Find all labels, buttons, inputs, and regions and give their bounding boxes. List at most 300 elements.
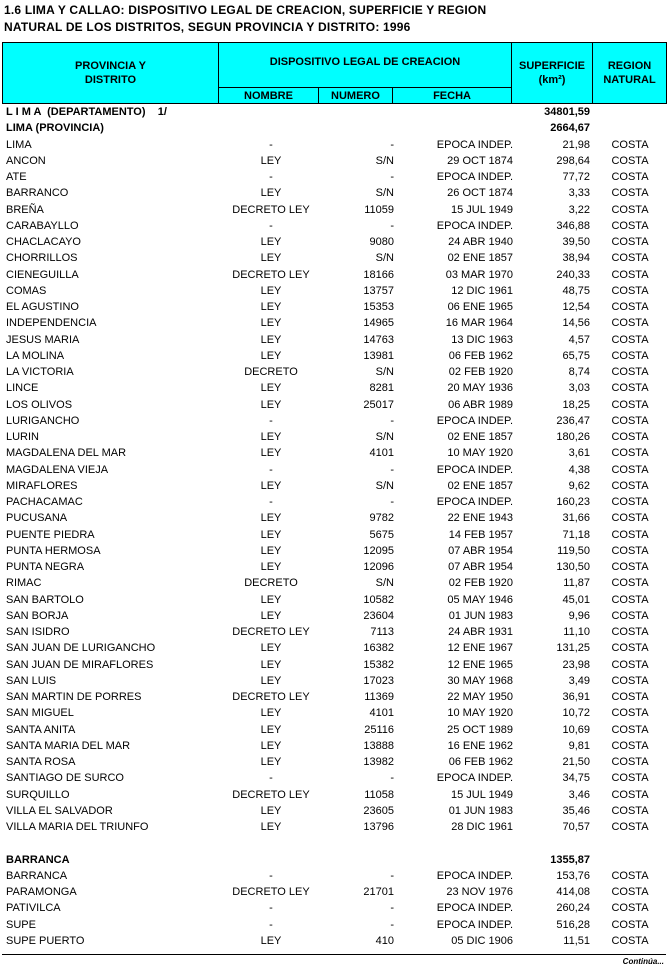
superficie: 160,23 [556, 496, 590, 508]
table-row [2, 819, 666, 835]
dispositivo-fecha: 16 MAR 1964 [445, 317, 513, 330]
dispositivo-nombre: DECRETO LEY [232, 268, 310, 281]
table-row [2, 900, 666, 916]
header-numero: NUMERO [319, 88, 393, 104]
dispositivo-nombre: LEY [260, 382, 282, 395]
dispositivo-numero: 7113 [370, 626, 394, 638]
dispositivo-nombre: DECRETO [244, 366, 298, 378]
dispositivo-numero: 15382 [363, 658, 394, 671]
table-row [2, 332, 666, 348]
superficie: 346,88 [556, 219, 590, 232]
dispositivo-nombre: DECRETO LEY [232, 203, 310, 216]
dispositivo-fecha: EPOCA INDEP. [436, 869, 513, 882]
province-name: LIMA (PROVINCIA) [6, 122, 104, 135]
dispositivo-fecha: 25 OCT 1989 [447, 723, 513, 736]
table-header [2, 42, 667, 104]
dispositivo-fecha: 15 JUL 1949 [451, 788, 513, 801]
table-row [2, 770, 666, 786]
region-natural: COSTA [611, 447, 649, 460]
region-natural: COSTA [611, 398, 649, 411]
superficie: 21,50 [562, 756, 590, 768]
table-row [2, 494, 666, 510]
superficie: 298,64 [556, 154, 590, 167]
superficie: 12,54 [562, 301, 590, 313]
table-row [2, 917, 666, 933]
superficie: 35,46 [562, 804, 590, 817]
district-name: SANTIAGO DE SURCO [6, 772, 124, 785]
dispositivo-fecha: 07 ABR 1954 [448, 544, 513, 557]
region-natural: COSTA [611, 463, 649, 476]
superficie: 180,26 [556, 431, 590, 443]
dispositivo-fecha: 01 JUN 1983 [448, 804, 513, 817]
dispositivo-numero: - [390, 918, 394, 931]
table-row [2, 153, 666, 169]
district-name: SANTA ANITA [6, 723, 76, 736]
region-natural: COSTA [611, 739, 649, 752]
dispositivo-numero: 410 [375, 934, 394, 947]
dispositivo-fecha: EPOCA INDEP. [436, 138, 513, 151]
dispositivo-nombre: - [269, 869, 273, 882]
dispositivo-numero: 12096 [363, 561, 394, 573]
region-natural: COSTA [611, 252, 649, 265]
region-natural: COSTA [611, 203, 649, 216]
dispositivo-numero: 17023 [363, 674, 394, 687]
dispositivo-fecha: 06 FEB 1962 [448, 756, 513, 768]
dispositivo-nombre: LEY [260, 447, 282, 460]
table-row [2, 592, 666, 608]
dispositivo-nombre: LEY [260, 821, 282, 833]
region-natural: COSTA [611, 154, 649, 167]
department-total-row [2, 104, 666, 120]
dispositivo-numero: 4101 [369, 447, 394, 460]
superficie: 34,75 [562, 772, 590, 785]
header-superficie: SUPERFICIE [519, 60, 586, 72]
region-natural: COSTA [611, 593, 649, 606]
table-row [2, 267, 666, 283]
table-row [2, 462, 666, 478]
superficie: 9,96 [568, 609, 590, 622]
barranca-district-group [2, 868, 666, 949]
superficie: 9,62 [568, 479, 590, 492]
superficie: 119,50 [557, 544, 590, 557]
dispositivo-fecha: 24 ABR 1931 [448, 626, 513, 638]
region-natural: COSTA [611, 561, 649, 573]
superficie: 23,98 [562, 658, 590, 671]
dispositivo-fecha: 30 MAY 1968 [447, 674, 513, 687]
header-dispositivo: DISPOSITIVO LEGAL DE CREACION [219, 43, 512, 88]
dispositivo-numero: 11059 [364, 203, 394, 216]
dispositivo-nombre: LEY [260, 317, 282, 330]
region-natural: COSTA [611, 821, 649, 833]
district-name: LURIN [6, 431, 40, 443]
region-natural: COSTA [611, 333, 649, 346]
region-natural: COSTA [611, 301, 649, 313]
dispositivo-nombre: LEY [260, 804, 282, 817]
district-name: RIMAC [6, 577, 42, 590]
dispositivo-nombre: - [269, 138, 273, 151]
dispositivo-nombre: LEY [260, 512, 282, 525]
superficie: 65,75 [562, 349, 590, 362]
district-name: SAN ISIDRO [6, 626, 70, 638]
header-provincia: PROVINCIA Y [75, 60, 146, 72]
dispositivo-fecha: EPOCA INDEP. [436, 772, 513, 785]
region-natural: COSTA [611, 626, 649, 638]
dispositivo-fecha: 03 MAR 1970 [445, 268, 513, 281]
superficie: 3,61 [568, 447, 590, 460]
dispositivo-nombre: LEY [260, 707, 282, 720]
dispositivo-numero: S/N [375, 187, 394, 200]
dispositivo-nombre: - [269, 772, 273, 785]
dispositivo-numero: 13757 [363, 284, 394, 297]
table-row [2, 608, 666, 624]
dispositivo-fecha: 28 DIC 1961 [451, 821, 513, 833]
province-total-row [2, 852, 666, 868]
superficie: 131,25 [556, 642, 590, 655]
dispositivo-numero: 13888 [363, 739, 394, 752]
table-row [2, 250, 666, 266]
dispositivo-nombre: LEY [260, 528, 282, 541]
district-name: MAGDALENA VIEJA [6, 463, 109, 476]
table-row [2, 445, 666, 461]
superficie: 130,50 [556, 561, 590, 573]
table-row [2, 657, 666, 673]
district-name: EL AGUSTINO [6, 301, 79, 313]
dispositivo-numero: 25116 [364, 723, 394, 736]
district-name: INDEPENDENCIA [6, 317, 97, 330]
table-row [2, 803, 666, 819]
table-row [2, 868, 666, 884]
district-name: SURQUILLO [6, 788, 70, 801]
table-row [2, 884, 666, 900]
table-row [2, 283, 666, 299]
table-row [2, 137, 666, 153]
superficie: 48,75 [562, 284, 590, 297]
region-natural: COSTA [611, 674, 649, 687]
header-region: REGION [607, 60, 652, 72]
district-name: JESUS MARIA [6, 333, 80, 346]
dispositivo-nombre: - [269, 496, 273, 508]
district-name: CHACLACAYO [6, 236, 81, 248]
header-provincia-distrito [3, 43, 219, 104]
header-fecha: FECHA [393, 88, 512, 104]
dispositivo-numero: 23605 [363, 804, 394, 817]
superficie: 4,38 [568, 463, 590, 476]
dispositivo-nombre: DECRETO LEY [232, 886, 310, 898]
district-name: PATIVILCA [6, 902, 61, 915]
district-name: VILLA EL SALVADOR [6, 804, 113, 817]
dispositivo-numero: - [390, 463, 394, 476]
region-natural: COSTA [611, 869, 649, 882]
superficie: 240,33 [556, 268, 590, 281]
table-row [2, 380, 666, 396]
table-row [2, 673, 666, 689]
region-natural: COSTA [611, 284, 649, 297]
region-natural: COSTA [611, 528, 649, 541]
region-natural: COSTA [611, 658, 649, 671]
page-footer [2, 954, 666, 966]
region-natural: COSTA [611, 804, 649, 817]
dispositivo-nombre: - [269, 918, 273, 931]
region-natural: COSTA [611, 317, 649, 330]
dispositivo-nombre: LEY [260, 658, 282, 671]
dispositivo-nombre: LEY [260, 642, 282, 655]
district-name: COMAS [6, 284, 47, 297]
dispositivo-fecha: 12 DIC 1961 [451, 284, 513, 297]
region-natural: COSTA [611, 431, 649, 443]
table-row [2, 787, 666, 803]
superficie: 3,03 [568, 382, 590, 395]
dispositivo-nombre: LEY [260, 609, 282, 622]
district-name: BARRANCO [6, 187, 69, 200]
dispositivo-numero: - [390, 902, 394, 915]
district-name: BREÑA [6, 203, 44, 216]
dispositivo-fecha: 22 MAY 1950 [447, 691, 513, 703]
district-name: SUPE [6, 918, 36, 931]
region-natural: COSTA [611, 414, 649, 427]
dispositivo-fecha: EPOCA INDEP. [436, 918, 513, 931]
region-natural: COSTA [611, 366, 649, 378]
superficie: 36,91 [562, 691, 590, 703]
dispositivo-fecha: EPOCA INDEP. [436, 902, 513, 915]
dispositivo-fecha: 10 MAY 1920 [447, 447, 513, 460]
district-name: LA MOLINA [6, 349, 65, 362]
dispositivo-fecha: EPOCA INDEP. [436, 219, 513, 232]
dispositivo-numero: - [390, 138, 394, 151]
table-row [2, 640, 666, 656]
dispositivo-numero: 8281 [369, 382, 394, 395]
district-name: PACHACAMAC [6, 496, 83, 508]
table-row [2, 543, 666, 559]
dispositivo-numero: S/N [375, 366, 394, 378]
table-row [2, 299, 666, 315]
header-nombre: NOMBRE [219, 88, 319, 104]
dispositivo-numero: 14763 [363, 333, 394, 346]
district-name: SAN LUIS [6, 674, 57, 687]
dispositivo-nombre: DECRETO LEY [232, 788, 310, 801]
header-unidad: (km²) [538, 74, 566, 86]
superficie: 516,28 [556, 918, 590, 931]
district-name: LURIGANCHO [6, 414, 80, 427]
district-name: SAN BORJA [6, 609, 69, 622]
superficie: 260,24 [556, 902, 590, 915]
province-superficie: 2664,67 [550, 122, 590, 135]
district-name: SUPE PUERTO [6, 934, 85, 947]
region-natural: COSTA [611, 918, 649, 931]
superficie: 3,46 [568, 788, 590, 801]
province-superficie: 1355,87 [550, 853, 590, 866]
region-natural: COSTA [611, 691, 649, 703]
district-name: PUNTA HERMOSA [6, 544, 101, 557]
table-row [2, 429, 666, 445]
dispositivo-numero: 13796 [363, 821, 394, 833]
dispositivo-numero: 10582 [363, 593, 394, 606]
superficie: 11,51 [563, 934, 590, 947]
dispositivo-nombre: LEY [260, 333, 282, 346]
dispositivo-nombre: - [269, 902, 273, 915]
region-natural: COSTA [611, 171, 649, 183]
dispositivo-nombre: - [269, 414, 273, 427]
table-row [2, 933, 666, 949]
district-name: CHORRILLOS [6, 252, 78, 265]
table-row [2, 705, 666, 721]
dispositivo-fecha: 07 ABR 1954 [448, 561, 513, 573]
district-name: SANTA ROSA [6, 756, 76, 768]
page-subtitle: NATURAL DE LOS DISTRITOS, SEGUN PROVINCIA Y DISTRITO: 1996 [4, 20, 411, 34]
dispositivo-numero: 9782 [369, 512, 394, 525]
region-natural: COSTA [611, 349, 649, 362]
region-natural: COSTA [611, 268, 649, 281]
district-name: SAN JUAN DE MIRAFLORES [6, 658, 154, 671]
dispositivo-fecha: 26 OCT 1874 [447, 187, 513, 200]
superficie: 18,25 [562, 398, 590, 411]
dispositivo-nombre: LEY [260, 301, 282, 313]
table-row [2, 315, 666, 331]
department-name: L I M A (DEPARTAMENTO) 1/ [6, 106, 167, 118]
superficie: 31,66 [562, 512, 590, 525]
dispositivo-fecha: 12 ENE 1965 [447, 658, 513, 671]
dispositivo-numero: S/N [375, 154, 394, 167]
dispositivo-nombre: LEY [260, 154, 282, 167]
district-name: SAN MIGUEL [6, 707, 74, 720]
table-row [2, 559, 666, 575]
dispositivo-nombre: LEY [260, 739, 282, 752]
region-natural: COSTA [611, 236, 649, 248]
dispositivo-fecha: 24 ABR 1940 [448, 236, 513, 248]
table-row [2, 527, 666, 543]
dispositivo-nombre: LEY [260, 398, 282, 411]
superficie: 70,57 [562, 821, 590, 833]
table-row [2, 624, 666, 640]
dispositivo-numero: S/N [375, 479, 394, 492]
district-name: LOS OLIVOS [6, 398, 73, 411]
dispositivo-fecha: 06 ENE 1965 [447, 301, 513, 313]
superficie: 4,57 [568, 333, 590, 346]
superficie: 39,50 [562, 236, 590, 248]
superficie: 71,18 [562, 528, 590, 541]
dispositivo-numero: 25017 [363, 398, 394, 411]
dispositivo-nombre: LEY [260, 934, 282, 947]
table-row [2, 689, 666, 705]
district-name: SANTA MARIA DEL MAR [6, 739, 131, 752]
dispositivo-fecha: 02 FEB 1920 [448, 366, 513, 378]
district-name: PUENTE PIEDRA [6, 528, 95, 541]
province-total-row [2, 120, 666, 136]
lima-district-group [2, 137, 666, 836]
dispositivo-fecha: 05 DIC 1906 [451, 934, 513, 947]
superficie: 45,01 [562, 593, 590, 606]
superficie: 21,98 [562, 138, 590, 151]
district-name: MIRAFLORES [6, 479, 78, 492]
region-natural: COSTA [611, 609, 649, 622]
district-name: SAN MARTIN DE PORRES [6, 691, 142, 703]
superficie: 3,22 [568, 203, 590, 216]
table-row [2, 348, 666, 364]
district-name: MAGDALENA DEL MAR [6, 447, 127, 460]
dispositivo-nombre: LEY [260, 756, 282, 768]
dispositivo-numero: - [390, 869, 394, 882]
dispositivo-numero: 11369 [364, 691, 394, 703]
dispositivo-fecha: 05 MAY 1946 [447, 593, 513, 606]
dispositivo-numero: 13982 [363, 756, 394, 768]
dispositivo-fecha: 14 FEB 1957 [448, 528, 513, 541]
region-natural: COSTA [611, 219, 649, 232]
region-natural: COSTA [611, 723, 649, 736]
table-row [2, 754, 666, 770]
district-name: LINCE [6, 382, 39, 395]
dispositivo-numero: - [390, 219, 394, 232]
dispositivo-nombre: LEY [260, 479, 282, 492]
district-name: BARRANCA [6, 869, 68, 882]
dispositivo-fecha: 06 FEB 1962 [448, 349, 513, 362]
department-superficie: 34801,59 [544, 106, 590, 118]
table-row [2, 510, 666, 526]
table-row [2, 722, 666, 738]
dispositivo-numero: 21701 [363, 886, 394, 898]
district-name: SAN JUAN DE LURIGANCHO [6, 642, 156, 655]
dispositivo-nombre: LEY [260, 284, 282, 297]
superficie: 8,74 [568, 366, 590, 378]
table-row [2, 234, 666, 250]
region-natural: COSTA [611, 382, 649, 395]
dispositivo-nombre: LEY [260, 593, 282, 606]
region-natural: COSTA [611, 512, 649, 525]
superficie: 3,49 [568, 674, 590, 687]
region-natural: COSTA [611, 187, 649, 200]
table-row [2, 218, 666, 234]
dispositivo-numero: 11058 [364, 788, 394, 801]
dispositivo-nombre: LEY [260, 187, 282, 200]
table-row [2, 478, 666, 494]
table-row [2, 575, 666, 591]
region-natural: COSTA [611, 479, 649, 492]
dispositivo-numero: 4101 [369, 707, 394, 720]
dispositivo-nombre: LEY [260, 349, 282, 362]
district-name: CARABAYLLO [6, 219, 79, 232]
superficie: 9,81 [568, 739, 590, 752]
page-title: 1.6 LIMA Y CALLAO: DISPOSITIVO LEGAL DE CREACION, SUPERFICIE Y REGION [4, 3, 487, 17]
region-natural: COSTA [611, 707, 649, 720]
province-name: BARRANCA [6, 853, 70, 866]
superficie: 10,69 [562, 723, 590, 736]
dispositivo-fecha: EPOCA INDEP. [436, 463, 513, 476]
superficie: 38,94 [562, 252, 590, 265]
superficie: 11,87 [563, 577, 590, 590]
district-name: ATE [6, 171, 27, 183]
table-row [2, 169, 666, 185]
district-name: PARAMONGA [6, 886, 77, 898]
district-name: PUCUSANA [6, 512, 68, 525]
dispositivo-nombre: LEY [260, 236, 282, 248]
dispositivo-numero: - [390, 414, 394, 427]
region-natural: COSTA [611, 772, 649, 785]
dispositivo-numero: 18166 [363, 268, 394, 281]
dispositivo-numero: - [390, 171, 394, 183]
dispositivo-nombre: LEY [260, 252, 282, 265]
dispositivo-nombre: DECRETO [244, 577, 298, 590]
region-natural: COSTA [611, 642, 649, 655]
header-distrito: DISTRITO [84, 74, 137, 86]
header-superficie-cell [512, 43, 593, 104]
dispositivo-fecha: 02 ENE 1857 [447, 252, 513, 265]
table-row [2, 202, 666, 218]
dispositivo-numero: S/N [375, 252, 394, 265]
table-row [2, 364, 666, 380]
dispositivo-numero: 13981 [363, 349, 394, 362]
dispositivo-nombre: - [269, 171, 273, 183]
table-body [2, 104, 666, 949]
dispositivo-nombre: LEY [260, 544, 282, 557]
dispositivo-nombre: - [269, 219, 273, 232]
